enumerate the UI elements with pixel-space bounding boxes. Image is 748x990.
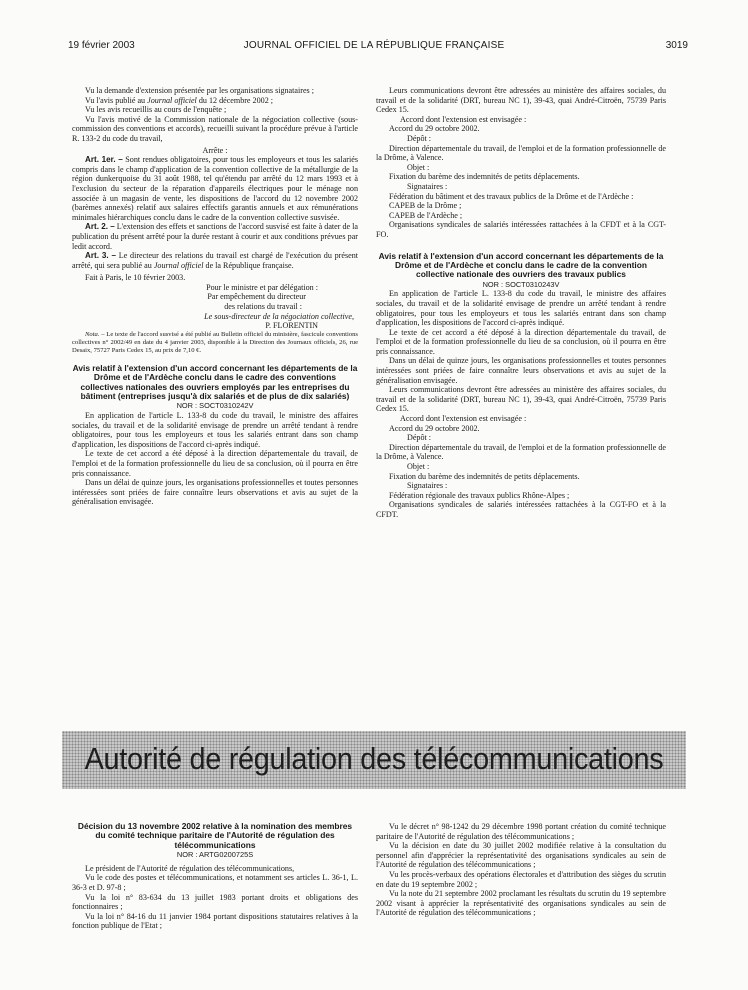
paragraph: Objet : [407,162,430,172]
paragraph: Vu le décret n° 98-1242 du 29 décembre 1998 portant création du comité technique paritaire de l'Autorité de régulation des télécommunications ; [376,822,666,841]
paragraph: Accord dont l'extension est envisagée : [400,414,527,424]
fait-line: Fait à Paris, le 10 février 2003. [85,273,186,283]
paragraph: Dépôt : [407,133,432,143]
paragraph: Objet : [407,462,430,471]
signature-line: des relations du travail : [224,302,302,312]
decision-right-column [376,822,666,918]
arrete-heading: Arrête : [202,145,228,155]
page-number: 3019 [665,40,688,51]
issue-date: 19 février 2003 [68,40,135,51]
paragraph: En application de l'article L. 133-8 du code du travail, le ministre des affaires sociales, du travail et de la solidarité envisage de prendre un arrêté tendant à rendre obligatoires, pour tous les employeurs et tous les salariés entrant dans son champ d'application, les dispositions de l'accord ci-après indiqué. [72,411,358,449]
paragraph: Vu la note du 21 septembre 2002 proclamant les résultats du scrutin du 19 septembre 2002 visant à apprécier la représentativité des organisations syndicales au sein de l'Autorité de régulation des télécommunications ; [376,889,666,918]
paragraph: Le texte de cet accord a été déposé à la direction départementale du travail, de l'emploi et de la formation professionnelle du lieu de sa conclusion, où il pourra en être pris connaissance. [376,327,666,356]
paragraph: Dans un délai de quinze jours, les organisations professionnelles et toutes personnes intéressées sont priées de faire connaître leurs observations et avis au sujet de la généralisation envisagée. [376,356,666,385]
section-banner [62,731,686,789]
signature-line: Pour le ministre et par délégation : [206,282,318,292]
paragraph: Organisations syndicales de salariés intéressées rattachées à la CFDT et à la CGT-FO. [376,220,666,239]
paragraph: Fixation du barème des indemnités de petits déplacements. [389,172,580,182]
right-column [376,86,666,520]
paragraph: Dépôt : [407,433,432,443]
nor-reference: NOR : ARTG0200725S [176,850,254,860]
paragraph: Vu le code des postes et télécommunications, et notamment ses articles L. 36-1, L. 36-3 et D. 97-8 ; [72,873,358,892]
paragraph: En application de l'article L. 133-8 du code du travail, le ministre des affaires sociales, du travail et de la solidarité envisage de prendre un arrêté tendant à rendre obligatoires, pour tous les employeurs et tous les salariés entrant dans son champ d'application, les dispositions de l'accord ci-après indiqué. [376,289,666,328]
paragraph: Dans un délai de quinze jours, les organisations professionnelles et toutes personnes intéressées sont priées de faire connaître leurs observations et avis au sujet de la généralisation envisagée. [72,478,358,507]
paragraph: Le président de l'Autorité de régulation des télécommunications, [85,863,295,873]
signatory-name: P. FLORENTIN [265,321,318,331]
page-header [40,40,708,56]
paragraph: Signataires : [407,481,448,491]
signature-line: Par empêchement du directeur [207,292,306,302]
paragraph: Le texte de cet accord a été déposé à la direction départementale du travail, de l'emploi et de la formation professionnelle du lieu de sa conclusion, où il pourra en être pris connaissance. [72,449,358,478]
paragraph: CAPEB de l'Ardèche ; [389,210,463,220]
paragraph: Organisations syndicales de salariés intéressées rattachées à la CGT-FO et à la CFDT. [376,500,666,519]
paragraph: Fédération du bâtiment et des travaux publics de la Drôme et de l'Ardèche : [389,191,634,201]
paragraph: Leurs communications devront être adressées au ministère des affaires sociales, du travail et de la solidarité (DRT, bureau NC 1), 39-43, quai André-Citroën, 75739 Paris Cedex 15. [376,86,666,115]
paragraph: Vu la loi n° 83-634 du 13 juillet 1983 portant droits et obligations des fonctionnaires ; [72,892,358,912]
journal-title: JOURNAL OFFICIEL DE LA RÉPUBLIQUE FRANÇAISE [243,40,505,51]
paragraph: Vu l'avis publié au Journal officiel du 12 décembre 2002 ; [85,95,274,105]
paragraph: Leurs communications devront être adressées au ministère des affaires sociales, du travail et de la solidarité (DRT, bureau NC 1), 39-43, quai André-Citroën, 75739 Paris Cedex 15. [376,385,666,414]
decision-title: Décision du 13 novembre 2002 relative à la nomination des membres du comité technique paritaire de l'Autorité de régulation des télécommunications [77,821,353,850]
paragraph: Direction départementale du travail, de l'emploi et de la formation professionnelle de la Drôme, à Valence. [376,442,666,462]
section-banner-title: Autorité de régulation des télécommunications [84,741,664,776]
avis-title: Avis relatif à l'extension d'un accord concernant les départements de la Drôme et de l'Ardèche conclu dans le cadre des conventions collectives nationales des ouvriers employés par les entreprises du bâtiment (entreprises jusqu'à dix salariés et de plus de dix salariés) [72,362,358,402]
paragraph: Accord du 29 octobre 2002. [389,423,480,433]
paragraph: Vu la demande d'extension présentée par les organisations signataires ; [85,86,314,95]
paragraph: Accord dont l'extension est envisagée : [400,114,527,124]
paragraph: Fédération régionale des travaux publics Rhône-Alpes ; [389,490,570,500]
paragraph: Fixation du barème des indemnités de petits déplacements. [389,471,580,481]
nota: Nota. – Le texte de l'accord susvisé a été publié au Bulletin officiel du ministère, fascicule conventions collectives n° 2002/49 en date du 4 janvier 2003, disponible à la Direction des Journaux officiels, 26, rue Desaix, 75727 Paris Cedex 15, au prix de 7,10 €. [72,330,358,354]
article-1: Art. 1er. – Sont rendues obligatoires, pour tous les employeurs et tous les salariés compris dans le champ d'application de la convention collective de la métallurgie de la région dunkerquoise du 31 août 1988, tel qu'étendu par arrêté du 12 mars 1993 et à l'exclusion du secteur de la réparation d'appareils électriques pour le ménage non associée à un magasin de vente, les dispositions de l'accord du 12 novembre 2002 (barèmes annexés) relatif aux salaires effectifs garantis annuels et aux rémunérations minimales hiérarchiques conclu dans le cadre de la convention collective susvisée. [72,155,358,222]
left-column [72,86,358,507]
paragraph: Direction départementale du travail, de l'emploi et de la formation professionnelle de la Drôme, à Valence. [376,143,666,163]
paragraph: Vu la décision en date du 30 juillet 2002 modifiée relative à la consultation du personnel afin d'apprécier la représentativité des organisations syndicales au sein de l'Autorité de régulation des télécommunications ; [376,841,666,870]
decision-left-column [72,822,358,931]
nor-reference: NOR : SOCT0310242V [176,401,254,411]
paragraph: Vu la loi n° 84-16 du 11 janvier 1984 portant dispositions statutaires relatives à la fonction publique de l'Etat ; [72,911,358,931]
signature-line: Le sous-directeur de la négociation collective, [204,311,354,321]
article-3: Art. 3. – Le directeur des relations du travail est chargé de l'exécution du présent arrêté, qui sera publié au Journal officiel de la République française. [72,251,358,270]
paragraph: Accord du 29 octobre 2002. [389,124,480,134]
paragraph: Vu les avis recueillis au cours de l'enquête ; [85,105,227,115]
paragraph: Vu l'avis motivé de la Commission nationale de la négociation collective (sous-commission des conventions et accords), recueilli suivant la procédure prévue à l'article R. 133-2 du code du travail, [72,114,358,143]
paragraph: Vu les procès-verbaux des opérations électorales et d'attribution des sièges du scrutin en date du 19 septembre 2002 ; [376,869,666,889]
paragraph: CAPEB de la Drôme ; [389,201,462,211]
nor-reference: NOR : SOCT0310243V [482,279,560,289]
paragraph: Signataires : [407,181,448,191]
article-2: Art. 2. – L'extension des effets et sanctions de l'accord susvisé est faite à dater de la publication du présent arrêté pour la durée restant à courir et aux conditions prévues par ledit accord. [72,222,358,251]
avis-title: Avis relatif à l'extension d'un accord concernant les départements de la Drôme et de l'Ardèche et conclu dans le cadre de la convention collective nationale des ouvriers des travaux publics [378,250,664,280]
